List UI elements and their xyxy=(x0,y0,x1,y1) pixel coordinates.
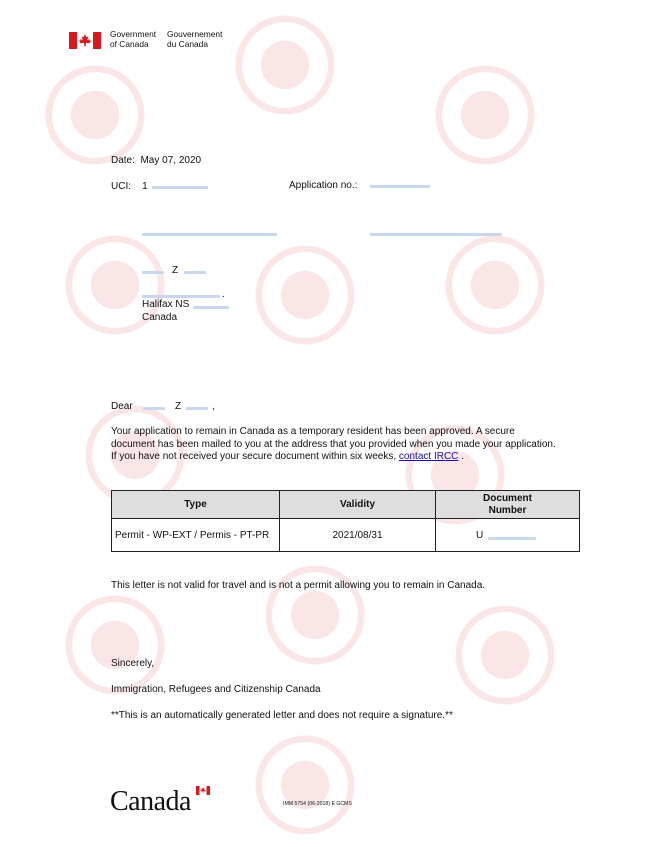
gov-fr-line2: du Canada xyxy=(167,38,208,49)
signatory: Immigration, Refugees and Citizenship Canada xyxy=(111,684,321,695)
date-label: Date: xyxy=(111,155,135,166)
redacted-name xyxy=(142,271,164,274)
table-row xyxy=(112,519,580,552)
redacted-salutation-name xyxy=(143,407,165,410)
address-name-fragment: Z xyxy=(172,265,179,276)
document-number-prefix: U xyxy=(476,529,484,541)
watermark-logo-icon xyxy=(230,10,340,120)
body-end: . xyxy=(458,451,464,463)
uci-label: UCI: xyxy=(111,181,131,192)
redacted-uci xyxy=(152,186,208,189)
canada-wordmark: Canada xyxy=(110,786,191,817)
gov-name-fr xyxy=(167,30,222,49)
redacted-name xyxy=(184,271,206,274)
auto-note: **This is an automatically generated letter and does not require a signature.** xyxy=(111,710,453,721)
application-number-label: Application no.: xyxy=(289,180,358,191)
gov-name-en xyxy=(110,30,156,49)
document-table xyxy=(111,490,580,552)
watermark-logo-icon xyxy=(450,600,560,710)
watermark-logo-icon xyxy=(430,60,540,170)
body-text: Your application to remain in Canada as a temporary resident has been approved. A secure document has been mailed to you at the address that you provided when you made your application. If you have not received your secure document within six weeks, xyxy=(111,426,556,463)
redacted-document-number xyxy=(488,537,536,540)
table-header-row xyxy=(112,491,580,519)
disclaimer: This letter is not valid for travel and is not a permit allowing you to remain in Canada. xyxy=(111,580,486,591)
salutation-name: Z xyxy=(175,401,182,412)
watermark-logo-icon xyxy=(250,240,360,350)
address-country: Canada xyxy=(142,312,178,323)
salutation: Dear xyxy=(111,401,133,412)
gov-en-line1: Government xyxy=(110,29,157,39)
gov-fr-line1: Gouvernement xyxy=(167,29,223,39)
watermark-logo-icon xyxy=(250,730,360,840)
date-line xyxy=(111,155,201,166)
canada-flag-icon xyxy=(69,32,101,49)
cell-validity: 2021/08/31 xyxy=(280,519,436,552)
gov-en-line2: of Canada xyxy=(110,38,149,49)
redacted-street xyxy=(142,295,220,298)
col-header-document-number xyxy=(436,491,580,519)
closing: Sincerely, xyxy=(111,658,155,669)
date-value: May 07, 2020 xyxy=(140,155,202,166)
col-header-doc-line2: Number xyxy=(488,504,527,516)
salutation-comma: , xyxy=(212,401,215,412)
address-city: Halifax NS xyxy=(142,299,190,310)
redacted-salutation-name xyxy=(186,407,208,410)
cell-document-number xyxy=(436,519,580,552)
address-dot: . xyxy=(222,289,225,300)
redacted-application-number xyxy=(370,185,430,188)
redacted-postal xyxy=(193,306,229,309)
watermark-logo-icon xyxy=(440,230,550,340)
redacted-line xyxy=(370,233,502,236)
cell-type: Permit - WP-EXT / Permis - PT-PR xyxy=(112,519,280,552)
uci-line xyxy=(111,181,148,192)
uci-value: 1 xyxy=(142,181,148,192)
watermark-logo-icon xyxy=(40,60,150,170)
col-header-doc-line1: Document xyxy=(483,492,532,504)
form-code: IMM 5754 (06-2018) E GCMS xyxy=(283,801,352,807)
watermark-logo-icon xyxy=(260,560,370,670)
redacted-line xyxy=(142,233,277,236)
body-paragraph xyxy=(111,426,561,464)
col-header-validity: Validity xyxy=(280,491,436,519)
col-header-type: Type xyxy=(112,491,280,519)
wordmark-flag-icon xyxy=(196,786,210,795)
watermark-logo-icon xyxy=(60,230,170,340)
contact-ircc-link[interactable]: contact IRCC xyxy=(398,451,459,463)
